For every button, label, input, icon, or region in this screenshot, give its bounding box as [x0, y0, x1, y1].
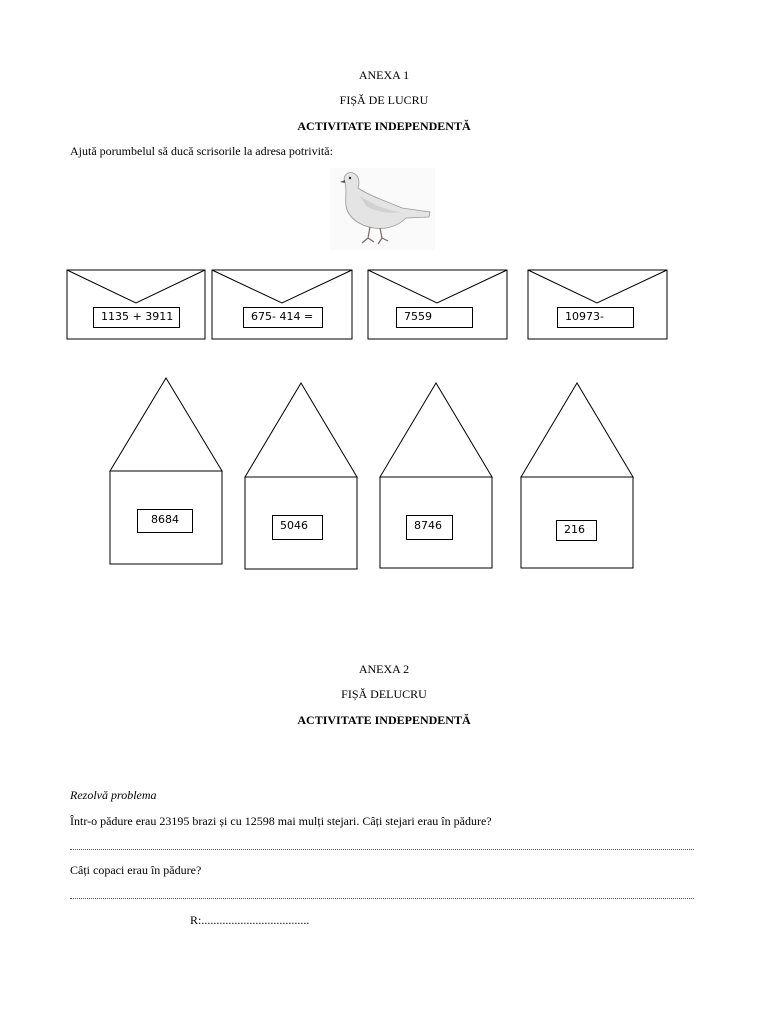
envelope-4-value: 10973- [557, 307, 634, 328]
house-3 [380, 383, 492, 568]
annex1-instruction: Ajută porumbelul să ducă scrisorile la adresa potrivită: [70, 144, 333, 158]
annex2-heading: ACTIVITATE INDEPENDENTĂ [297, 713, 471, 727]
envelope-1-value: 1135 + 3911 [93, 307, 180, 328]
house-2-value: 5046 [272, 515, 323, 540]
annex1-title: ANEXA 1 [358, 68, 410, 82]
question-2: Câți copaci erau în pădure? [70, 863, 202, 877]
envelope-2-value: 675- 414 = [243, 307, 323, 328]
house-2 [245, 383, 357, 569]
envelope-3-value: 7559 [396, 307, 473, 328]
answer-label: R:.................................... [190, 913, 310, 927]
question-1: Într-o pădure erau 23195 brazi și cu 12598 mai mulți stejari. Câți stejari erau în pădure? [70, 814, 492, 828]
task-label: Rezolvă problema [70, 788, 157, 802]
house-1-value: 8684 [137, 509, 193, 533]
annex1-heading: ACTIVITATE INDEPENDENTĂ [297, 119, 471, 133]
annex1-subtitle: FIȘĂ DE LUCRU [339, 93, 429, 107]
answer-line-1 [70, 849, 694, 850]
answer-line-2 [70, 898, 694, 899]
house-1 [110, 378, 222, 564]
house-3-value: 8746 [406, 515, 453, 540]
annex2-title: ANEXA 2 [358, 662, 410, 676]
annex2-subtitle: FIȘĂ DELUCRU [341, 687, 427, 701]
house-4-value: 216 [556, 520, 597, 541]
